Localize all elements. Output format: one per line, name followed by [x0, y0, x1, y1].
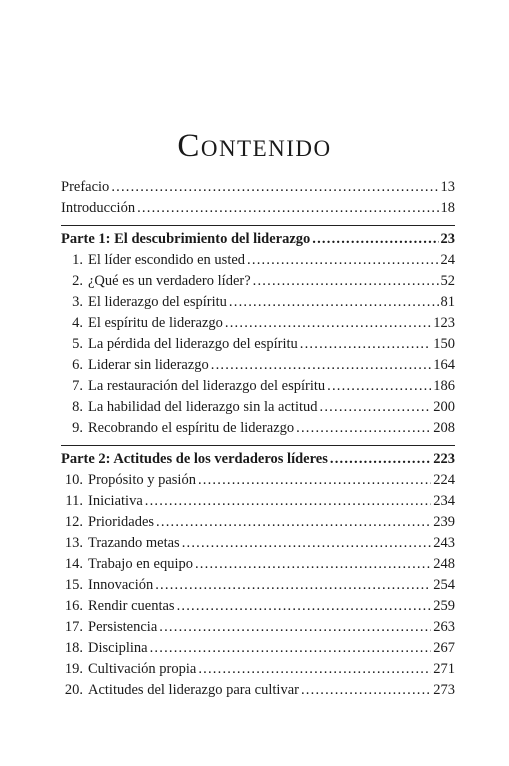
dot-leader — [211, 355, 431, 376]
entry-title: Cultivación propia — [88, 661, 197, 677]
chapter-number: 17. — [64, 619, 83, 635]
page-number: 123 — [433, 315, 455, 331]
dot-leader — [198, 659, 431, 680]
toc-entry-chapter — [61, 512, 455, 533]
page-number: 273 — [433, 682, 455, 698]
entry-title: Recobrando el espíritu de liderazgo — [88, 420, 295, 436]
chapter-number: 18. — [64, 640, 83, 656]
chapter-number: 12. — [64, 514, 83, 530]
page-number: 234 — [433, 493, 455, 509]
toc-entry-chapter — [61, 617, 455, 638]
entry-title: Iniciativa — [88, 493, 143, 509]
toc-entry-chapter — [61, 533, 455, 554]
page-number: 267 — [433, 640, 455, 656]
entry-title: La habilidad del liderazgo sin la actitud — [88, 399, 318, 415]
toc-entry-chapter — [61, 376, 455, 397]
front-matter-list — [61, 177, 455, 219]
toc-entry-chapter — [61, 313, 455, 334]
dot-leader — [330, 449, 431, 470]
entry-title: Trazando metas — [88, 535, 180, 551]
toc-entry-chapter — [61, 397, 455, 418]
entry-label — [61, 418, 294, 439]
dot-leader — [229, 292, 439, 313]
dot-leader — [150, 638, 432, 659]
page-number: 164 — [433, 357, 455, 373]
toc-entry-chapter — [61, 334, 455, 355]
entry-title: ¿Qué es un verdadero líder? — [88, 273, 251, 289]
page-number: 259 — [433, 598, 455, 614]
page-number: 243 — [433, 535, 455, 551]
entry-label — [61, 575, 153, 596]
page-title: Contenido — [177, 128, 332, 164]
entry-label — [61, 617, 157, 638]
chapter-number: 15. — [64, 577, 83, 593]
page-number: 200 — [433, 399, 455, 415]
chapter-number: 9. — [72, 420, 83, 436]
entry-label — [61, 271, 251, 292]
chapter-number: 7. — [72, 378, 83, 394]
toc-entry-chapter — [61, 292, 455, 313]
dot-leader — [247, 250, 438, 271]
page-number: 224 — [433, 472, 455, 488]
entry-label — [61, 470, 196, 491]
toc-entry-chapter — [61, 250, 455, 271]
toc-part-heading — [61, 229, 455, 250]
dot-leader — [300, 334, 431, 355]
chapter-number: 19. — [64, 661, 83, 677]
entry-title: Propósito y pasión — [88, 472, 196, 488]
chapter-number: 1. — [72, 252, 83, 268]
toc-entry-chapter — [61, 470, 455, 491]
page-number: 271 — [433, 661, 455, 677]
entry-label — [61, 533, 180, 554]
entry-title: Prefacio — [61, 179, 110, 195]
chapter-number: 3. — [72, 294, 83, 310]
page-number: 23 — [440, 231, 455, 247]
chapter-number: 14. — [64, 556, 83, 572]
part-2-list — [61, 449, 455, 701]
toc-entry-chapter — [61, 659, 455, 680]
toc-entry-chapter — [61, 554, 455, 575]
chapter-number: 10. — [64, 472, 83, 488]
entry-title: Liderar sin liderazgo — [88, 357, 209, 373]
entry-title: Parte 2: Actitudes de los verdaderos líderes — [61, 451, 328, 467]
entry-title: Trabajo en equipo — [88, 556, 193, 572]
entry-label — [61, 596, 175, 617]
table-of-contents — [61, 177, 455, 701]
entry-title: Parte 1: El descubrimiento del liderazgo — [61, 231, 311, 247]
entry-label — [61, 638, 148, 659]
dot-leader — [156, 512, 431, 533]
entry-label — [61, 449, 328, 470]
entry-label — [61, 355, 209, 376]
page-number: 248 — [433, 556, 455, 572]
page-number: 24 — [440, 252, 455, 268]
page-number: 18 — [440, 200, 455, 216]
toc-part-heading — [61, 449, 455, 470]
part-1-list — [61, 229, 455, 439]
dot-leader — [225, 313, 431, 334]
chapter-number: 4. — [72, 315, 83, 331]
entry-title: La restauración del liderazgo del espíritu — [88, 378, 326, 394]
entry-title: Actitudes del liderazgo para cultivar — [88, 682, 299, 698]
entry-label — [61, 680, 299, 701]
entry-label — [61, 334, 298, 355]
toc-entry-chapter — [61, 271, 455, 292]
entry-title: La pérdida del liderazgo del espíritu — [88, 336, 298, 352]
dot-leader — [145, 491, 431, 512]
divider — [61, 445, 455, 446]
dot-leader — [111, 177, 438, 198]
entry-label — [61, 313, 223, 334]
chapter-number: 13. — [64, 535, 83, 551]
entry-label — [61, 554, 193, 575]
divider — [61, 225, 455, 226]
toc-entry-chapter — [61, 355, 455, 376]
entry-label — [61, 229, 310, 250]
entry-label — [61, 292, 227, 313]
entry-title: Rendir cuentas — [88, 598, 175, 614]
page-number: 150 — [433, 336, 455, 352]
chapter-number: 8. — [72, 399, 83, 415]
dot-leader — [327, 376, 431, 397]
toc-entry-chapter — [61, 638, 455, 659]
dot-leader — [155, 575, 431, 596]
dot-leader — [253, 271, 439, 292]
page-number: 81 — [440, 294, 455, 310]
toc-entry-chapter — [61, 418, 455, 439]
page-number: 239 — [433, 514, 455, 530]
entry-label — [61, 250, 245, 271]
entry-label — [61, 512, 154, 533]
dot-leader — [198, 470, 431, 491]
entry-title: Disciplina — [88, 640, 148, 656]
entry-title: Persistencia — [88, 619, 158, 635]
chapter-number: 6. — [72, 357, 83, 373]
page-number: 254 — [433, 577, 455, 593]
page-number: 52 — [440, 273, 455, 289]
entry-title: Innovación — [88, 577, 154, 593]
entry-label — [61, 376, 325, 397]
toc-entry-chapter — [61, 575, 455, 596]
entry-label — [61, 491, 143, 512]
entry-title: El líder escondido en usted — [88, 252, 246, 268]
dot-leader — [182, 533, 432, 554]
dot-leader — [312, 229, 438, 250]
chapter-number: 2. — [72, 273, 83, 289]
page-number: 263 — [433, 619, 455, 635]
page-number: 223 — [433, 451, 455, 467]
toc-entry-front — [61, 198, 455, 219]
page-number: 208 — [433, 420, 455, 436]
chapter-number: 11. — [65, 493, 83, 509]
entry-label — [61, 198, 135, 219]
entry-title: El liderazgo del espíritu — [88, 294, 227, 310]
dot-leader — [320, 397, 432, 418]
dot-leader — [137, 198, 438, 219]
page-number: 186 — [433, 378, 455, 394]
entry-title: Prioridades — [88, 514, 155, 530]
entry-label — [61, 659, 196, 680]
dot-leader — [177, 596, 432, 617]
chapter-number: 20. — [64, 682, 83, 698]
toc-entry-chapter — [61, 680, 455, 701]
entry-label — [61, 397, 318, 418]
dot-leader — [159, 617, 431, 638]
entry-label — [61, 177, 109, 198]
toc-entry-front — [61, 177, 455, 198]
dot-leader — [301, 680, 431, 701]
entry-title: Introducción — [61, 200, 136, 216]
dot-leader — [296, 418, 431, 439]
dot-leader — [195, 554, 431, 575]
chapter-number: 16. — [64, 598, 83, 614]
toc-entry-chapter — [61, 596, 455, 617]
toc-entry-chapter — [61, 491, 455, 512]
entry-title: El espíritu de liderazgo — [88, 315, 223, 331]
page-number: 13 — [440, 179, 455, 195]
chapter-number: 5. — [72, 336, 83, 352]
